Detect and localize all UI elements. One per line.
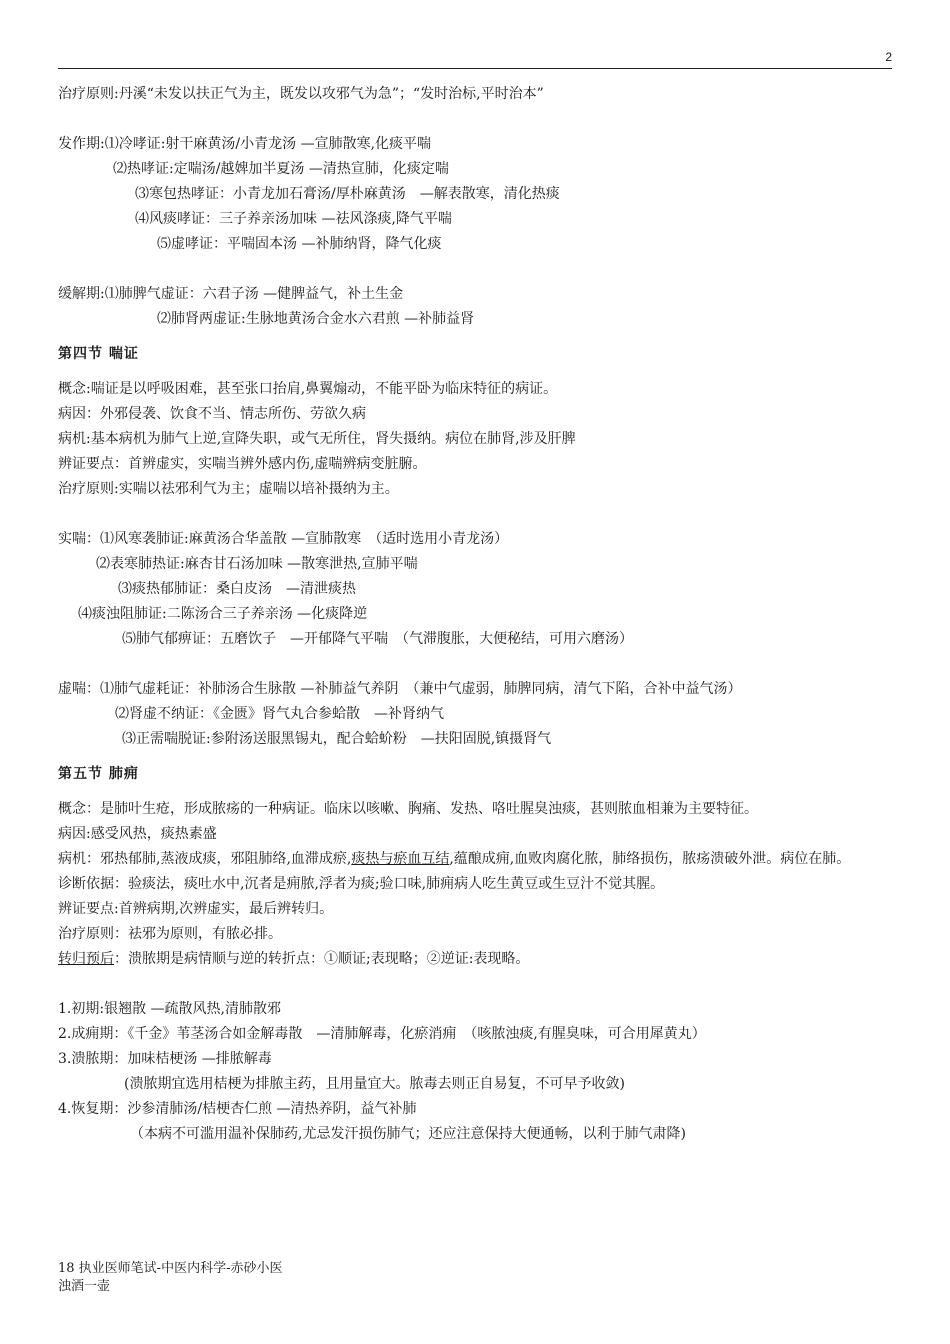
- list-item: 缓解期:⑴肺脾气虚证：六君子汤 —健脾益气，补土生金: [58, 286, 404, 302]
- section4-info: [58, 377, 898, 502]
- list-item: ⑵热哮证:定喘汤/越婢加半夏汤 —清热宣肺，化痰定喘: [113, 161, 449, 177]
- list-item: 发作期:⑴冷哮证:射干麻黄汤/小青龙汤 —宣肺散寒,化痰平喘: [58, 136, 432, 152]
- list-item: ⑶正需喘脱证:参附汤送服黑锡丸，配合蛤蚧粉 —扶阳固脱,镇摄肾气: [122, 731, 552, 747]
- paragraph: 治疗原则：祛邪为原则，有脓必排。: [58, 926, 282, 942]
- paragraph: 诊断依据：验痰法，痰吐水中,沉者是痈脓,浮者为痰;验口味,肺痈病人吃生黄豆或生豆汁不觉其腥。: [58, 876, 665, 892]
- list-item: 2.成痈期：《千金》苇茎汤合如金解毒散 —清肺解毒，化瘀消痈 （咳脓浊痰,有腥臭味，可合用犀黄丸）: [58, 1026, 706, 1042]
- list-item: ⑵表寒肺热证:麻杏甘石汤加味 —散寒泄热,宣肺平喘: [96, 556, 418, 572]
- list-item: ⑵肺肾两虚证:生脉地黄汤合金水六君煎 —补肺益肾: [157, 311, 475, 327]
- paragraph: 病因：外邪侵袭、饮食不当、情志所伤、劳欲久病: [58, 406, 366, 422]
- attack-stage-list: [58, 132, 898, 257]
- paragraph: 概念:喘证是以呼吸困难，甚至张口抬肩,鼻翼煽动，不能平卧为临床特征的病证。: [58, 381, 558, 397]
- prognosis-paragraph: [58, 947, 898, 972]
- list-item: 3.溃脓期：加味桔梗汤 —排脓解毒: [58, 1051, 272, 1067]
- list-item: （本病不可滥用温补保肺药,尤忌发汗损伤肺气；还应注意保持大便通畅，以利于肺气肃降): [130, 1126, 686, 1142]
- list-item: ⑷风痰哮证：三子养亲汤加味 —祛风涤痰,降气平喘: [135, 211, 452, 227]
- text-run: ,蕴酿成痈,血败肉腐化脓，肺络损伤，脓疡溃破外泄。病位在肺。: [449, 851, 851, 867]
- text-run: ：溃脓期是病情顺与逆的转折点：①顺证;表现略；②逆证:表现略。: [114, 951, 530, 967]
- section-heading: 第四节 喘证: [58, 346, 139, 362]
- paragraph: 辨证要点:首辨病期,次辨虚实，最后辨转归。: [58, 901, 334, 917]
- excess-asthma-list: [58, 527, 898, 652]
- deficiency-asthma-list: [58, 677, 898, 752]
- page-number: 2: [885, 50, 892, 64]
- treatment-principle: 治疗原则:丹溪“未发以扶正气为主，既发以攻邪气为急”；“发时治标,平时治本”: [58, 86, 544, 102]
- list-item: ⑸肺气郁痹证：五磨饮子 —开郁降气平喘 （气滞腹胀，大便秘结，可用六磨汤）: [122, 631, 633, 647]
- paragraph: 治疗原则:实喘以祛邪利气为主；虚喘以培补摄纳为主。: [58, 481, 399, 497]
- list-item: 实喘：⑴风寒袭肺证:麻黄汤合华盖散 —宣肺散寒 （适时选用小青龙汤）: [58, 531, 509, 547]
- list-item: (溃脓期宜选用桔梗为排脓主药，且用量宜大。脓毒去则正自易复，不可早予收敛): [124, 1076, 625, 1092]
- footer-line: 18 执业医师笔试-中医内科学-赤砂小医: [58, 1261, 283, 1276]
- paragraph: 概念：是肺叶生疮，形成脓疡的一种病证。临床以咳嗽、胸痛、发热、咯吐腥臭浊痰，甚则脓血相兼为主要特征。: [58, 801, 758, 817]
- underlined-term: 痰热与瘀血互结: [351, 851, 450, 867]
- text-run: 病机：邪热郁肺,蒸液成痰，邪阻肺络,血滞成瘀,: [58, 851, 352, 867]
- list-item: ⑷痰浊阻肺证:二陈汤合三子养亲汤 —化痰降逆: [78, 606, 368, 622]
- pathogenesis-paragraph: [58, 847, 898, 872]
- list-item: ⑶痰热郁肺证：桑白皮汤 —清泄痰热: [118, 581, 356, 597]
- underlined-term: 转归预后: [58, 951, 114, 967]
- list-item: 4.恢复期：沙参清肺汤/桔梗杏仁煎 —清热养阴，益气补肺: [58, 1101, 417, 1117]
- paragraph: 辨证要点：首辨虚实，实喘当辨外感内伤,虚喘辨病变脏腑。: [58, 456, 427, 472]
- list-item: ⑶寒包热哮证：小青龙加石膏汤/厚朴麻黄汤 —解表散寒，清化热痰: [135, 186, 560, 202]
- section5-info: [58, 797, 898, 972]
- list-item: 1.初期:银翘散 —疏散风热,清肺散邪: [58, 1001, 281, 1017]
- remission-stage-list: [58, 282, 898, 332]
- header-rule: [58, 68, 892, 69]
- paragraph: 病因:感受风热，痰热素盛: [58, 826, 217, 842]
- section-heading: 第五节 肺痈: [58, 766, 139, 782]
- footer-line: 浊酒一壶: [58, 1279, 111, 1294]
- paragraph: 病机:基本病机为肺气上逆,宣降失职，或气无所住，肾失摄纳。病位在肺肾,涉及肝脾: [58, 431, 576, 447]
- list-item: ⑵肾虚不纳证：《金匮》肾气丸合参蛤散 —补肾纳气: [115, 706, 444, 722]
- list-item: ⑸虚哮证：平喘固本汤 —补肺纳肾，降气化痰: [157, 236, 442, 252]
- document-body: [58, 82, 898, 1147]
- lung-abscess-stage-list: [58, 997, 898, 1147]
- page-footer: [58, 1260, 282, 1296]
- list-item: 虚喘：⑴肺气虚耗证：补肺汤合生脉散 —补肺益气养阴 （兼中气虚弱，肺脾同病，清气下陷，合补中益气汤）: [58, 681, 742, 697]
